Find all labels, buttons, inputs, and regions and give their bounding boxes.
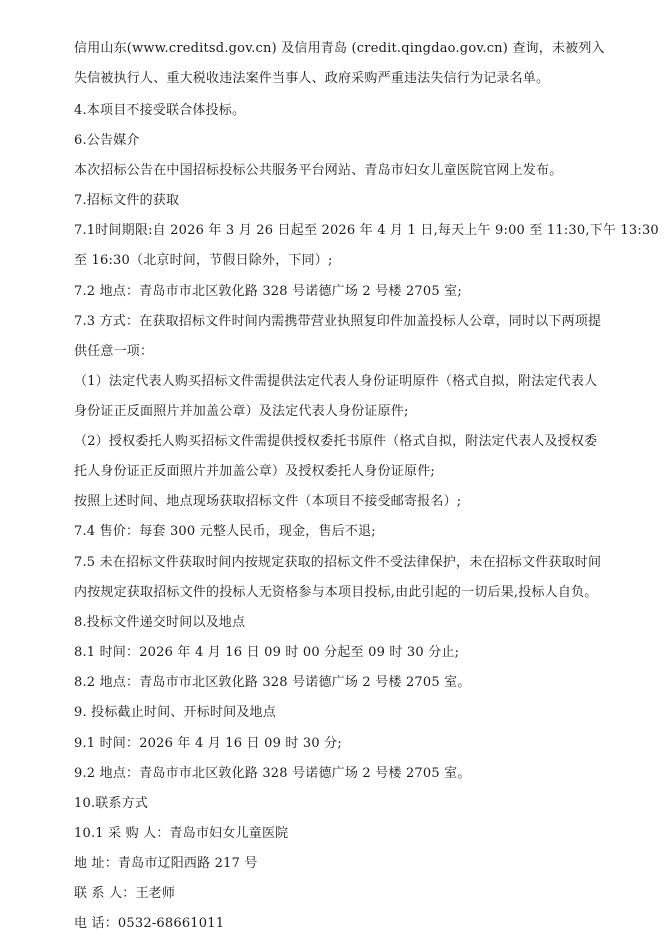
text-line: 按照上述时间、地点现场获取招标文件（本项目不接受邮寄报名）; bbox=[74, 494, 462, 509]
text-line: 本次招标公告在中国招标投标公共服务平台网站、青岛市妇女儿童医院官网上发布。 bbox=[74, 163, 563, 178]
section-heading: 10.联系方式 bbox=[74, 796, 149, 811]
contact-person: 联 系 人：王老师 bbox=[74, 886, 176, 901]
text-line: 9.2 地点：青岛市市北区敦化路 328 号诺德广场 2 号楼 2705 室。 bbox=[74, 766, 471, 781]
text-line: 7.5 未在招标文件获取时间内按规定获取的招标文件不受法律保护，未在招标文件获取时间 bbox=[74, 555, 602, 570]
text-line: （1）法定代表人购买招标文件需提供法定代表人身份证明原件（格式自拟，附法定代表人 bbox=[74, 374, 598, 389]
text-line: 内按规定获取招标文件的投标人无资格参与本项目投标,由此引起的一切后果,投标人自负。 bbox=[74, 585, 598, 600]
section-heading: 4.本项目不接受联合体投标。 bbox=[74, 103, 246, 118]
section-heading: 7.招标文件的获取 bbox=[74, 193, 180, 208]
text-line: 失信被执行人、重大税收违法案件当事人、政府采购严重违法失信行为记录名单。 bbox=[74, 71, 550, 86]
section-heading: 8.投标文件递交时间以及地点 bbox=[74, 615, 246, 630]
text-line: 身份证正反面照片并加盖公章）及法定代表人身份证原件; bbox=[74, 404, 409, 419]
text-line: （2）授权委托人购买招标文件需提供授权委托书原件（格式自拟，附法定代表人及授权委 bbox=[74, 434, 598, 449]
text-line: 7.3 方式：在获取招标文件时间内需携带营业执照复印件加盖投标人公章，同时以下两项提 bbox=[74, 314, 602, 329]
text-line: 8.1 时间：2026 年 4 月 16 日 09 时 00 分起至 09 时 30 分止; bbox=[74, 645, 460, 660]
text-line: 托人身份证正反面照片并加盖公章）及授权委托人身份证原件; bbox=[74, 464, 435, 479]
text-line: 信用山东(www.creditsd.gov.cn) 及信用青岛 (credit.qingdao.gov.cn) 查询，未被列入 bbox=[74, 41, 605, 56]
contact-purchaser: 10.1 采 购 人：青岛市妇女儿童医院 bbox=[74, 826, 289, 841]
text-line: 8.2 地点：青岛市市北区敦化路 328 号诺德广场 2 号楼 2705 室。 bbox=[74, 675, 471, 690]
section-heading: 9. 投标截止时间、开标时间及地点 bbox=[74, 705, 276, 720]
text-line: 7.2 地点：青岛市市北区敦化路 328 号诺德广场 2 号楼 2705 室; bbox=[74, 284, 462, 299]
text-line: 供任意一项： bbox=[74, 344, 154, 359]
text-line: 7.1时间期限:自 2026 年 3 月 26 日起至 2026 年 4 月 1 日,每天上午 9:00 至 11:30,下午 13:30 bbox=[74, 223, 659, 238]
contact-address: 地 址：青岛市辽阳西路 217 号 bbox=[74, 856, 258, 871]
section-heading: 6.公告媒介 bbox=[74, 133, 140, 148]
text-line: 至 16:30（北京时间，节假日除外，下同）; bbox=[74, 253, 333, 268]
text-line: 9.1 时间：2026 年 4 月 16 日 09 时 30 分; bbox=[74, 736, 342, 751]
contact-phone: 电 话：0532-68661011 bbox=[74, 916, 225, 931]
text-line: 7.4 售价：每套 300 元整人民币，现金，售后不退; bbox=[74, 524, 376, 539]
